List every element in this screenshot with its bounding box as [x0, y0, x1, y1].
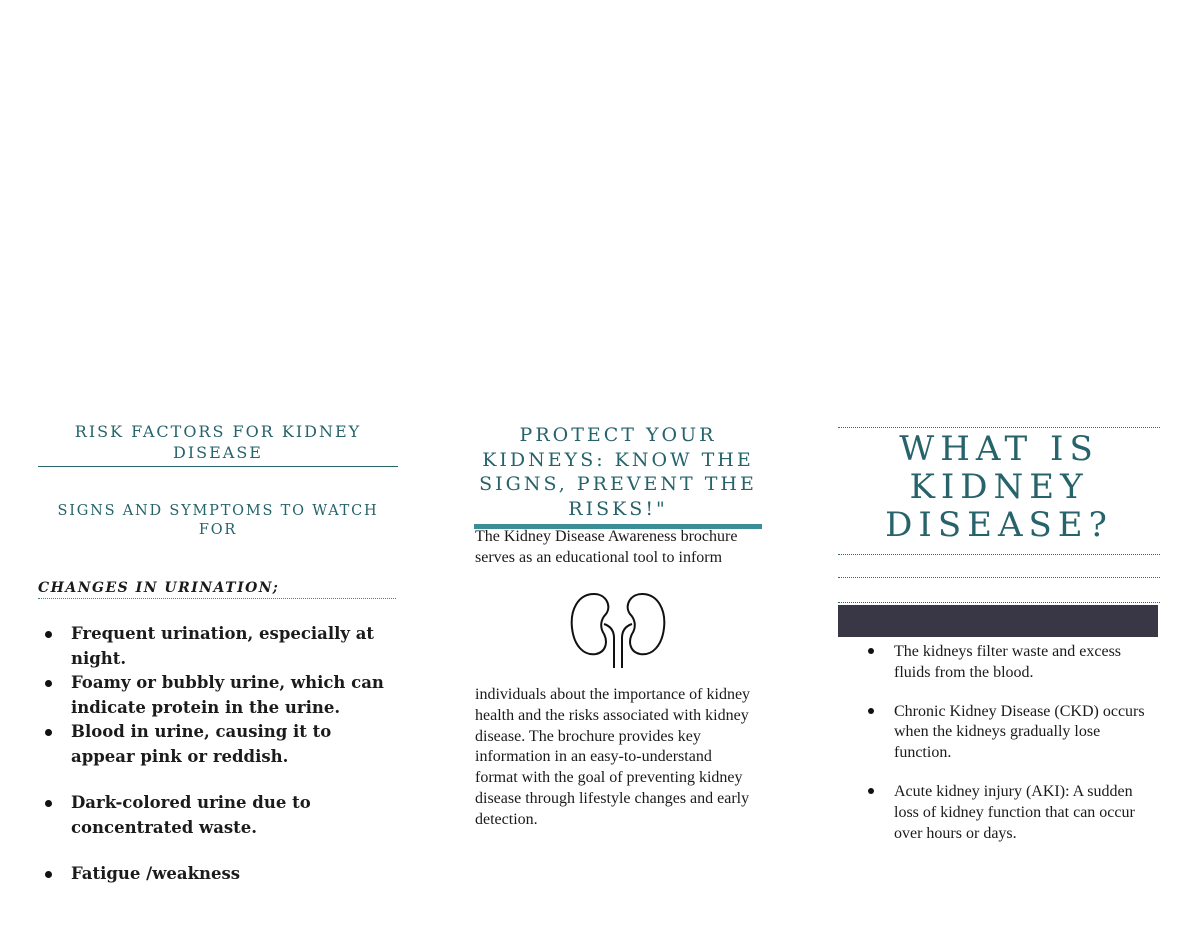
- signs-symptoms-heading: SIGNS AND SYMPTOMS TO WATCH FOR: [57, 503, 379, 538]
- list-item: Dark-colored urine due to concentrated waste.: [38, 791, 398, 840]
- divider: [838, 427, 1160, 428]
- kidneys-icon: [570, 590, 666, 670]
- divider: [838, 577, 1160, 578]
- list-item: Fatigue /weakness: [38, 862, 398, 887]
- intro-paragraph: The Kidney Disease Awareness brochure serves as an educational tool to inform: [475, 528, 738, 566]
- risk-factors-heading: RISK FACTORS FOR KIDNEY DISEASE: [38, 421, 398, 467]
- body-paragraph: individuals about the importance of kidney health and the risks associated with kidney disease. The brochure provides key information in an easy-to-understand format with the goal of preventing kidney disease through lifestyle changes and early detection.: [475, 686, 751, 828]
- dark-banner: [838, 605, 1158, 637]
- list-item: Blood in urine, causing it to appear pink or reddish.: [38, 720, 398, 769]
- protect-kidneys-heading: PROTECT YOUR KIDNEYS: KNOW THE SIGNS, PREVENT THE RISKS!": [474, 423, 762, 529]
- facts-list: [838, 642, 1160, 862]
- list-item: Foamy or bubbly urine, which can indicate protein in the urine.: [38, 671, 398, 720]
- divider: [838, 554, 1160, 555]
- list-item: Acute kidney injury (AKI): A sudden loss of kidney function that can occur over hours or days.: [838, 782, 1160, 844]
- list-item: Chronic Kidney Disease (CKD) occurs when the kidneys gradually lose function.: [838, 702, 1160, 764]
- urination-changes-heading: CHANGES IN URINATION;: [38, 580, 396, 599]
- divider: [838, 602, 1160, 603]
- list-item: The kidneys filter waste and excess fluids from the blood.: [838, 642, 1160, 684]
- symptom-list: [38, 622, 398, 887]
- list-item: Frequent urination, especially at night.: [38, 622, 398, 671]
- what-is-kidney-disease-heading: WHAT IS KIDNEY DISEASE?: [885, 429, 1113, 545]
